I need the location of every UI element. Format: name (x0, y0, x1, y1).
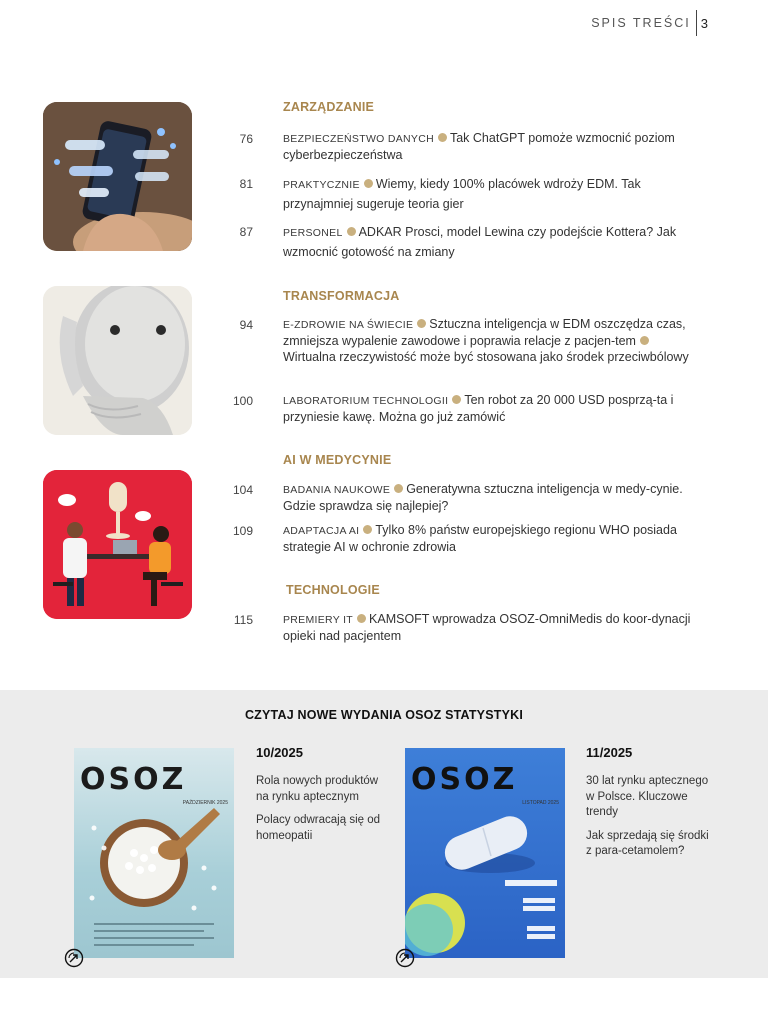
toc-page-number: 76 (239, 132, 253, 146)
cover-logo: OSOZ (80, 762, 187, 797)
issue-headline: Jak sprzedają się środki z para-cetamolem? (586, 829, 709, 857)
toc-category: PREMIERY IT (283, 614, 354, 626)
issue-headline: Rola nowych produktów na rynku aptecznym (256, 775, 379, 803)
toc-entry[interactable] (222, 175, 702, 214)
toc-title: KAMSOFT wprowadza OSOZ-OmniMedis do koor-dynacji opieki nad pacjentem (283, 612, 691, 643)
bullet-dot-icon (347, 227, 356, 236)
toc-entry[interactable] (222, 392, 702, 425)
bullet-dot-icon (357, 614, 366, 623)
section-heading-zarzadzanie: ZARZĄDZANIE (283, 100, 375, 114)
osoz-statystyki-promo (0, 690, 768, 978)
scan-link-icon[interactable] (64, 948, 84, 968)
bullet-dot-icon (394, 484, 403, 493)
toc-page-number: 94 (239, 318, 253, 332)
toc-title: ADKAR Prosci, model Lewina czy podejście Kottera? Jak wzmocnić gotowość na zmiany (283, 225, 677, 259)
smartphone-chat-image (43, 102, 192, 251)
toc-page-number: 115 (233, 613, 253, 627)
toc-category: ADAPTACJA AI (283, 525, 360, 537)
section-heading-technologie: TECHNOLOGIE (286, 583, 380, 597)
toc-category: BEZPIECZEŃSTWO DANYCH (283, 133, 434, 145)
page-number: 3 (700, 15, 708, 31)
toc-page-number: 109 (232, 524, 253, 538)
pills-bowl-illustration (74, 808, 234, 958)
toc-title-secondary: Wirtualna rzeczywistość może być stosowana jako środek przeciwbólowy (283, 350, 689, 364)
toc-category: BADANIA NAUKOWE (283, 484, 391, 496)
cover-month: LISTOPAD 2025 (522, 800, 559, 806)
toc-category: PERSONEL (283, 227, 343, 239)
toc-entry-body (283, 611, 693, 644)
toc-entry[interactable] (222, 522, 702, 555)
toc-category: PRAKTYCZNIE (283, 179, 360, 191)
header-divider (696, 10, 697, 36)
toc-page-number: 81 (239, 177, 253, 191)
toc-entry[interactable] (222, 316, 702, 365)
toc-page-number: 104 (232, 483, 253, 497)
toc-page-number: 87 (239, 225, 253, 239)
toc-title: Tak ChatGPT pomoże wzmocnić poziom cyberbezpieczeństwa (283, 131, 675, 162)
bullet-dot-icon (438, 133, 447, 142)
toc-title: Sztuczna inteligencja w EDM oszczędza czas, zmniejsza wypalenie zawodowe i poprawia relacje z pacjen-tem (283, 317, 686, 348)
page-header (591, 10, 708, 36)
toc-entry[interactable] (222, 223, 702, 262)
issue-number: 10/2025 (256, 745, 303, 760)
issue-number: 11/2025 (586, 745, 633, 760)
toc-category: LABORATORIUM TECHNOLOGII (283, 395, 449, 407)
section-heading-transformacja: TRANSFORMACJA (283, 289, 400, 303)
toc-entry[interactable] (222, 481, 702, 514)
toc-entry-body (283, 175, 693, 214)
toc-entry-body (283, 130, 693, 163)
bullet-dot-icon (364, 179, 373, 188)
cover-logo: OSOZ (411, 762, 518, 797)
toc-entry-body (283, 223, 693, 262)
section-heading-ai-w-medycynie: AI W MEDYCYNIE (283, 453, 392, 467)
toc-entry[interactable] (222, 130, 702, 163)
toc-entry-body (283, 316, 693, 365)
bullet-dot-icon (417, 319, 426, 328)
bullet-dot-icon (363, 525, 372, 534)
issue-headline: 30 lat rynku aptecznego w Polsce. Kluczowe trendy (586, 775, 709, 818)
robot-head-image (43, 286, 192, 435)
scan-link-icon[interactable] (395, 948, 415, 968)
bullet-dot-icon (452, 395, 461, 404)
toc-entry-body (283, 392, 693, 425)
issue-info-10-2025 (256, 745, 386, 852)
pill-capsule-illustration (405, 808, 565, 958)
toc-title: Ten robot za 20 000 USD posprzą-ta i przyniesie kawę. Można go już zamówić (283, 393, 674, 424)
toc-category: E-ZDROWIE NA ŚWIECIE (283, 319, 414, 331)
toc-page-number: 100 (232, 394, 253, 408)
toc-entry-body (283, 481, 693, 514)
toc-title: Generatywna sztuczna inteligencja w medy-cynie. Gdzie sprawdza się najlepiej? (283, 482, 683, 513)
issue-info-11-2025 (586, 745, 716, 868)
promo-title: CZYTAJ NOWE WYDANIA OSOZ STATYSTYKI (244, 708, 524, 722)
issue-cover-11-2025[interactable] (405, 748, 565, 958)
toc-entry-body (283, 522, 693, 555)
doctor-patient-illustration (43, 470, 192, 619)
cover-month: PAŹDZIERNIK 2025 (182, 800, 228, 806)
issue-cover-10-2025[interactable] (74, 748, 234, 958)
toc-entry[interactable] (222, 611, 702, 644)
issue-headline: Polacy odwracają się od homeopatii (256, 814, 381, 842)
toc-title: Tylko 8% państw europejskiego regionu WHO posiada strategie AI w ochronie zdrowia (283, 523, 677, 554)
header-title: SPIS TREŚCI (591, 16, 691, 30)
bullet-dot-icon (640, 336, 649, 345)
toc-title: Wiemy, kiedy 100% placówek wdroży EDM. Tak przynajmniej sugeruje teoria gier (283, 177, 641, 211)
